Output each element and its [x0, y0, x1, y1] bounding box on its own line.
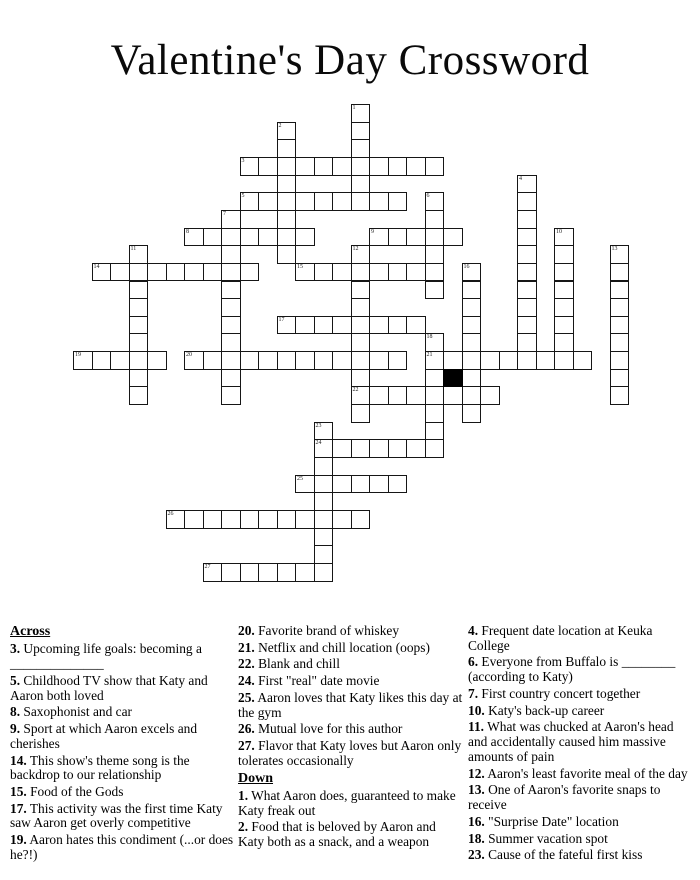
- grid-cell[interactable]: [314, 563, 334, 582]
- grid-cell[interactable]: [240, 351, 260, 370]
- clue-item-18: 18. Summer vacation spot: [468, 830, 608, 846]
- grid-cell[interactable]: [203, 228, 223, 247]
- grid-cell[interactable]: [351, 316, 371, 335]
- grid-cell[interactable]: [462, 404, 482, 423]
- clue-number: 18.: [468, 830, 485, 846]
- grid-cell[interactable]: [388, 228, 408, 247]
- grid-cell[interactable]: [388, 439, 408, 458]
- grid-cell[interactable]: [332, 439, 352, 458]
- grid-cell[interactable]: [240, 263, 260, 282]
- grid-cell[interactable]: [351, 298, 371, 317]
- cell-number: 17: [278, 316, 285, 323]
- black-cell: [443, 369, 463, 388]
- grid-cell[interactable]: [277, 122, 297, 141]
- clue-number: 11.: [468, 719, 484, 735]
- grid-cell[interactable]: [351, 333, 371, 352]
- clue-number: 14.: [10, 752, 27, 768]
- grid-cell[interactable]: [443, 351, 463, 370]
- clue-item-7: 7. First country concert together: [468, 685, 641, 701]
- grid-cell[interactable]: [92, 263, 112, 282]
- grid-cell[interactable]: [240, 157, 260, 176]
- clue-number: 12.: [468, 765, 485, 781]
- grid-cell[interactable]: [388, 386, 408, 405]
- clue-item-1: 1. What Aaron does, guaranteed to make Katy freak out: [238, 788, 456, 818]
- cell-number: 2: [278, 122, 282, 129]
- grid-cell[interactable]: [351, 263, 371, 282]
- grid-cell[interactable]: [517, 192, 537, 211]
- cell-number: 14: [93, 263, 100, 270]
- clue-item-27: 27. Flavor that Katy loves but Aaron only tolerates occasionally: [238, 738, 462, 768]
- cell-number: 13: [611, 246, 618, 253]
- clues-across-header: Across: [10, 624, 51, 639]
- grid-cell[interactable]: [221, 510, 241, 529]
- grid-cell[interactable]: [351, 475, 371, 494]
- grid-cell[interactable]: [610, 369, 630, 388]
- grid-cell[interactable]: [443, 228, 463, 247]
- clue-item-13: 13. One of Aaron's favorite snaps to receive: [468, 782, 661, 813]
- grid-cell[interactable]: [221, 263, 241, 282]
- grid-cell[interactable]: [258, 510, 278, 529]
- grid-cell[interactable]: [295, 192, 315, 211]
- grid-cell[interactable]: [314, 475, 334, 494]
- clue-number: 16.: [468, 813, 485, 829]
- clues-down-header: Down: [238, 770, 274, 786]
- grid-cell[interactable]: [425, 351, 445, 370]
- grid-cell[interactable]: [203, 351, 223, 370]
- grid-cell[interactable]: [610, 245, 630, 264]
- grid-cell[interactable]: [517, 245, 537, 264]
- grid-cell[interactable]: [462, 369, 482, 388]
- grid-cell[interactable]: [221, 333, 241, 352]
- grid-cell[interactable]: [258, 157, 278, 176]
- grid-cell[interactable]: [425, 386, 445, 405]
- grid-cell[interactable]: [332, 157, 352, 176]
- grid-cell[interactable]: [221, 228, 241, 247]
- clue-item-23: 23. Cause of the fateful first kiss: [468, 847, 643, 863]
- grid-cell[interactable]: [166, 510, 186, 529]
- grid-cell[interactable]: [295, 316, 315, 335]
- grid-cell[interactable]: [406, 228, 426, 247]
- grid-cell[interactable]: [425, 192, 445, 211]
- grid-cell[interactable]: [425, 439, 445, 458]
- grid-cell[interactable]: [480, 386, 500, 405]
- grid-cell[interactable]: [129, 298, 149, 317]
- grid-cell[interactable]: [277, 210, 297, 229]
- grid-cell[interactable]: [351, 245, 371, 264]
- grid-cell[interactable]: [295, 351, 315, 370]
- grid-cell[interactable]: [314, 351, 334, 370]
- grid-cell[interactable]: [425, 404, 445, 423]
- grid-cell[interactable]: [351, 139, 371, 158]
- cell-number: 11: [130, 246, 137, 253]
- grid-cell[interactable]: [462, 333, 482, 352]
- grid-cell[interactable]: [554, 316, 574, 335]
- grid-cell[interactable]: [184, 228, 204, 247]
- grid-cell[interactable]: [554, 245, 574, 264]
- grid-cell[interactable]: [314, 157, 334, 176]
- grid-cell[interactable]: [610, 316, 630, 335]
- grid-cell[interactable]: [351, 351, 371, 370]
- grid-cell[interactable]: [277, 139, 297, 158]
- grid-cell[interactable]: [425, 422, 445, 441]
- grid-cell[interactable]: [517, 281, 537, 300]
- cell-number: 23: [315, 422, 322, 429]
- grid-cell[interactable]: [369, 316, 389, 335]
- grid-cell[interactable]: [369, 475, 389, 494]
- grid-cell[interactable]: [425, 281, 445, 300]
- clue-item-21: 21. Netflix and chill location (oops): [238, 639, 430, 655]
- grid-cell[interactable]: [610, 386, 630, 405]
- grid-cell[interactable]: [258, 563, 278, 582]
- cell-number: 10: [556, 228, 562, 235]
- clue-item-19: 19. Aaron hates this condiment (...or does he?!): [10, 832, 234, 862]
- grid-cell[interactable]: [406, 316, 426, 335]
- clue-number: 5.: [10, 672, 21, 688]
- grid-cell[interactable]: [425, 333, 445, 352]
- grid-cell[interactable]: [517, 263, 537, 282]
- cell-number: 20: [186, 352, 192, 359]
- cell-number: 8: [186, 228, 189, 235]
- grid-cell[interactable]: [425, 210, 445, 229]
- clue-item-10: 10. Katy's back-up career: [468, 702, 605, 718]
- grid-cell[interactable]: [388, 475, 408, 494]
- clue-item-12: 12. Aaron's least favorite meal of the day: [468, 765, 688, 781]
- grid-cell[interactable]: [73, 351, 93, 370]
- clue-item-26: 26. Mutual love for this author: [238, 721, 403, 737]
- grid-cell[interactable]: [314, 492, 334, 511]
- clue-item-17: 17. This activity was the first time Katy saw Aaron get overly competitive: [10, 800, 223, 831]
- clue-item-8: 8. Saxophonist and car: [10, 704, 132, 720]
- grid-cell[interactable]: [221, 245, 241, 264]
- clue-number: 23.: [468, 847, 485, 863]
- grid-cell[interactable]: [388, 263, 408, 282]
- clue-item-2: 2. Food that is beloved by Aaron and Katy both as a snack, and a weapon: [238, 819, 436, 850]
- clue-number: 2.: [238, 819, 249, 835]
- grid-cell[interactable]: [369, 192, 389, 211]
- grid-cell[interactable]: [314, 192, 334, 211]
- grid-cell[interactable]: [332, 192, 352, 211]
- grid-cell[interactable]: [295, 157, 315, 176]
- grid-cell[interactable]: [610, 298, 630, 317]
- grid-cell[interactable]: [258, 351, 278, 370]
- cell-number: 24: [315, 440, 322, 447]
- grid-cell[interactable]: [314, 422, 334, 441]
- cell-number: 25: [297, 475, 303, 482]
- clue-item-11: 11. What was chucked at Aaron's head and accidentally caused him massive amounts of pain: [468, 719, 674, 764]
- grid-cell[interactable]: [369, 228, 389, 247]
- grid-cell[interactable]: [295, 263, 315, 282]
- clue-column-3: [468, 624, 694, 865]
- grid-cell[interactable]: [277, 563, 297, 582]
- grid-cell[interactable]: [517, 316, 537, 335]
- grid-cell[interactable]: [277, 157, 297, 176]
- grid-cell[interactable]: [425, 369, 445, 388]
- clue-item-3: 3. Upcoming life goals: becoming a ______________: [10, 641, 202, 672]
- clue-item-16: 16. "Surprise Date" location: [468, 813, 619, 829]
- clue-number: 19.: [10, 832, 27, 848]
- grid-cell[interactable]: [221, 281, 241, 300]
- clue-number: 7.: [468, 685, 479, 701]
- grid-cell[interactable]: [462, 298, 482, 317]
- grid-cell[interactable]: [388, 192, 408, 211]
- grid-cell[interactable]: [332, 263, 352, 282]
- cell-number: 26: [167, 510, 174, 517]
- grid-cell[interactable]: [388, 157, 408, 176]
- grid-cell[interactable]: [277, 316, 297, 335]
- grid-cell[interactable]: [351, 404, 371, 423]
- grid-cell[interactable]: [277, 175, 297, 194]
- clue-item-9: 9. Sport at which Aaron excels and cherishes: [10, 721, 198, 751]
- cell-number: 15: [297, 263, 303, 270]
- grid-cell[interactable]: [147, 351, 167, 370]
- grid-cell[interactable]: [129, 386, 149, 405]
- grid-cell[interactable]: [258, 228, 278, 247]
- grid-cell[interactable]: [92, 351, 112, 370]
- grid-cell[interactable]: [369, 157, 389, 176]
- grid-cell[interactable]: [203, 510, 223, 529]
- clue-number: 21.: [238, 639, 255, 655]
- clue-column-1: [10, 624, 236, 865]
- grid-cell[interactable]: [332, 510, 352, 529]
- grid-cell[interactable]: [240, 563, 260, 582]
- grid-cell[interactable]: [129, 369, 149, 388]
- grid-cell[interactable]: [166, 263, 186, 282]
- grid-cell[interactable]: [221, 351, 241, 370]
- grid-cell[interactable]: [351, 104, 371, 123]
- grid-cell[interactable]: [351, 157, 371, 176]
- cell-number: 9: [371, 228, 374, 235]
- grid-cell[interactable]: [351, 386, 371, 405]
- grid-cell[interactable]: [129, 333, 149, 352]
- grid-cell[interactable]: [295, 563, 315, 582]
- grid-cell[interactable]: [388, 351, 408, 370]
- grid-cell[interactable]: [369, 439, 389, 458]
- grid-cell[interactable]: [554, 228, 574, 247]
- grid-cell[interactable]: [554, 351, 574, 370]
- grid-cell[interactable]: [462, 281, 482, 300]
- clue-number: 6.: [468, 654, 479, 670]
- grid-cell[interactable]: [314, 528, 334, 547]
- clue-item-25: 25. Aaron loves that Katy likes this day at the gym: [238, 689, 463, 720]
- grid-cell[interactable]: [221, 563, 241, 582]
- grid-cell[interactable]: [610, 281, 630, 300]
- clue-item-4: 4. Frequent date location at Keuka College: [468, 623, 653, 653]
- grid-cell[interactable]: [295, 228, 315, 247]
- grid-cell[interactable]: [221, 386, 241, 405]
- grid-cell[interactable]: [462, 316, 482, 335]
- clue-number: 1.: [238, 788, 249, 803]
- grid-cell[interactable]: [129, 351, 149, 370]
- grid-cell[interactable]: [240, 228, 260, 247]
- grid-cell[interactable]: [240, 510, 260, 529]
- grid-cell[interactable]: [351, 281, 371, 300]
- cell-number: 12: [352, 246, 359, 253]
- grid-cell[interactable]: [425, 157, 445, 176]
- grid-cell[interactable]: [517, 351, 537, 370]
- grid-cell[interactable]: [295, 510, 315, 529]
- clue-number: 3.: [10, 641, 21, 657]
- grid-cell[interactable]: [295, 475, 315, 494]
- grid-cell[interactable]: [610, 351, 630, 370]
- clue-item-5: 5. Childhood TV show that Katy and Aaron both loved: [10, 672, 208, 703]
- grid-cell[interactable]: [203, 563, 223, 582]
- grid-cell[interactable]: [573, 351, 593, 370]
- grid-cell[interactable]: [517, 298, 537, 317]
- grid-cell[interactable]: [277, 245, 297, 264]
- grid-cell[interactable]: [277, 192, 297, 211]
- grid-cell[interactable]: [129, 281, 149, 300]
- grid-cell[interactable]: [406, 386, 426, 405]
- grid-cell[interactable]: [517, 333, 537, 352]
- grid-cell[interactable]: [351, 369, 371, 388]
- cell-number: 3: [241, 157, 245, 164]
- grid-cell[interactable]: [462, 351, 482, 370]
- cell-number: 7: [223, 210, 226, 217]
- grid-cell[interactable]: [277, 510, 297, 529]
- grid-cell[interactable]: [388, 316, 408, 335]
- clue-number: 24.: [238, 673, 255, 689]
- grid-cell[interactable]: [314, 439, 334, 458]
- grid-cell[interactable]: [314, 510, 334, 529]
- grid-cell[interactable]: [129, 316, 149, 335]
- clue-item-14: 14. This show's theme song is the backdrop to our relationship: [10, 752, 190, 783]
- clue-number: 26.: [238, 721, 255, 737]
- clue-number: 20.: [238, 623, 255, 638]
- grid-cell[interactable]: [332, 316, 352, 335]
- grid-cell[interactable]: [536, 351, 556, 370]
- grid-cell[interactable]: [406, 439, 426, 458]
- grid-cell[interactable]: [129, 245, 149, 264]
- grid-cell[interactable]: [425, 228, 445, 247]
- clue-item-20: 20. Favorite brand of whiskey: [238, 623, 400, 638]
- grid-cell[interactable]: [610, 263, 630, 282]
- grid-cell[interactable]: [554, 281, 574, 300]
- grid-cell[interactable]: [277, 351, 297, 370]
- grid-cell[interactable]: [369, 386, 389, 405]
- grid-cell[interactable]: [203, 263, 223, 282]
- grid-cell[interactable]: [110, 351, 130, 370]
- grid-cell[interactable]: [351, 510, 371, 529]
- grid-cell[interactable]: [258, 192, 278, 211]
- grid-cell[interactable]: [517, 175, 537, 194]
- grid-cell[interactable]: [314, 316, 334, 335]
- clue-column-2: [238, 624, 464, 852]
- grid-cell[interactable]: [147, 263, 167, 282]
- grid-cell[interactable]: [369, 263, 389, 282]
- grid-cell[interactable]: [110, 263, 130, 282]
- grid-cell[interactable]: [406, 263, 426, 282]
- grid-cell[interactable]: [610, 333, 630, 352]
- grid-cell[interactable]: [425, 245, 445, 264]
- grid-cell[interactable]: [351, 122, 371, 141]
- grid-cell[interactable]: [554, 298, 574, 317]
- grid-cell[interactable]: [221, 298, 241, 317]
- grid-cell[interactable]: [221, 210, 241, 229]
- grid-cell[interactable]: [184, 510, 204, 529]
- grid-cell[interactable]: [332, 475, 352, 494]
- clue-number: 8.: [10, 704, 21, 720]
- grid-cell[interactable]: [129, 263, 149, 282]
- page-title: Valentine's Day Crossword: [110, 37, 590, 84]
- grid-cell[interactable]: [462, 263, 482, 282]
- grid-cell[interactable]: [184, 263, 204, 282]
- clue-number: 9.: [10, 721, 21, 737]
- clue-number: 10.: [468, 702, 485, 718]
- grid-cell[interactable]: [221, 316, 241, 335]
- cell-number: 18: [426, 334, 433, 341]
- cell-number: 5: [241, 193, 245, 200]
- cell-number: 4: [519, 175, 522, 182]
- grid-cell[interactable]: [443, 386, 463, 405]
- grid-cell[interactable]: [462, 386, 482, 405]
- grid-cell[interactable]: [554, 333, 574, 352]
- cell-number: 1: [352, 105, 356, 111]
- grid-cell[interactable]: [240, 192, 260, 211]
- cell-number: 19: [75, 352, 81, 359]
- grid-cell[interactable]: [314, 457, 334, 476]
- cell-number: 27: [204, 563, 211, 570]
- cell-number: 6: [426, 193, 430, 200]
- cell-number: 22: [352, 387, 359, 394]
- clue-number: 4.: [468, 623, 479, 638]
- grid-cell[interactable]: [351, 192, 371, 211]
- grid-cell[interactable]: [277, 228, 297, 247]
- grid-cell[interactable]: [517, 210, 537, 229]
- clue-number: 22.: [238, 656, 255, 672]
- clue-item-6: 6. Everyone from Buffalo is ________ (according to Katy): [468, 654, 676, 685]
- grid-cell[interactable]: [314, 263, 334, 282]
- grid-cell[interactable]: [184, 351, 204, 370]
- clue-item-24: 24. First "real" date movie: [238, 673, 380, 689]
- clue-number: 13.: [468, 782, 485, 798]
- grid-cell[interactable]: [554, 263, 574, 282]
- clue-number: 17.: [10, 800, 27, 816]
- grid-cell[interactable]: [369, 351, 389, 370]
- clue-item-22: 22. Blank and chill: [238, 656, 340, 672]
- cell-number: 16: [463, 263, 470, 270]
- grid-cell[interactable]: [351, 175, 371, 194]
- grid-cell[interactable]: [221, 369, 241, 388]
- clue-number: 27.: [238, 738, 255, 754]
- grid-cell[interactable]: [332, 351, 352, 370]
- cell-number: 21: [426, 352, 433, 359]
- grid-cell[interactable]: [499, 351, 519, 370]
- grid-cell[interactable]: [314, 545, 334, 564]
- grid-cell[interactable]: [406, 157, 426, 176]
- clue-number: 25.: [238, 689, 255, 705]
- grid-cell[interactable]: [425, 263, 445, 282]
- clue-item-15: 15. Food of the Gods: [10, 784, 124, 799]
- grid-cell[interactable]: [351, 439, 371, 458]
- grid-cell[interactable]: [480, 351, 500, 370]
- grid-cell[interactable]: [517, 228, 537, 247]
- clue-number: 15.: [10, 784, 27, 799]
